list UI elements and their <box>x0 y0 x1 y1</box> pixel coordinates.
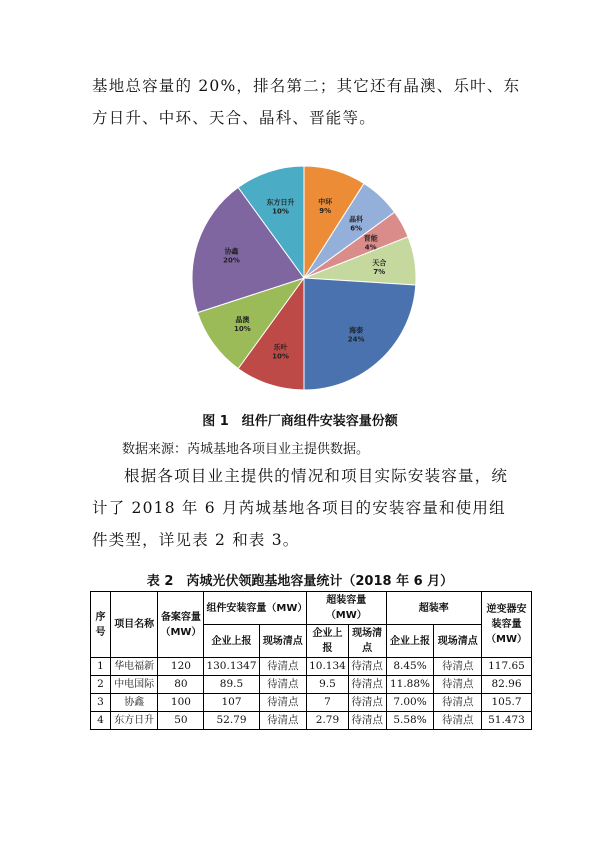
cell-filed: 80 <box>158 676 204 694</box>
slice-label: 东方日升 <box>266 198 295 207</box>
slice-percent: 6% <box>350 224 363 233</box>
slice-percent: 9% <box>319 206 332 215</box>
cell-mod-site: 待清点 <box>259 694 307 712</box>
table-row <box>91 712 532 730</box>
cell-rate-ent: 11.88% <box>386 676 434 694</box>
cell-mod-ent: 130.1347 <box>204 658 259 676</box>
header-seq: 序号 <box>91 592 111 658</box>
cell-mod-site: 待清点 <box>259 658 307 676</box>
cell-rate-ent: 8.45% <box>386 658 434 676</box>
cell-over-ent: 2.79 <box>307 712 349 730</box>
cell-rate-ent: 5.58% <box>386 712 434 730</box>
body-paragraph: 根据各项目业主提供的情况和项目实际安装容量，统计了 2018 年 6 月芮城基地各项目的安装容量和使用组件类型，详见表 2 和表 3。 <box>92 467 509 549</box>
cell-mod-ent: 89.5 <box>204 676 259 694</box>
cell-seq: 1 <box>91 658 111 676</box>
table-row <box>91 676 532 694</box>
slice-label: 协鑫 <box>224 247 239 256</box>
subheader-site: 现场清点 <box>259 625 307 658</box>
slice-label: 晶澳 <box>235 315 250 324</box>
cell-filed: 100 <box>158 694 204 712</box>
cell-over-site: 待清点 <box>348 712 386 730</box>
cell-over-ent: 9.5 <box>307 676 349 694</box>
header-inverter-capacity: 逆变器安装容量（MW） <box>482 592 532 658</box>
header-over-rate: 超装率 <box>386 592 482 625</box>
cell-seq: 4 <box>91 712 111 730</box>
capacity-table <box>90 591 532 730</box>
slice-percent: 24% <box>347 335 365 344</box>
cell-name: 协鑫 <box>110 694 158 712</box>
table-row <box>91 658 532 676</box>
cell-filed: 120 <box>158 658 204 676</box>
cell-mod-site: 待清点 <box>259 676 307 694</box>
slice-label: 天合 <box>372 259 387 268</box>
slice-label: 晶科 <box>349 215 364 224</box>
intro-paragraph: 基地总容量的 20%，排名第二；其它还有晶澳、乐叶、东方日升、中环、天合、晶科、晋能等。 <box>92 77 521 127</box>
cell-rate-site: 待清点 <box>434 694 482 712</box>
header-project-name: 项目名称 <box>110 592 158 658</box>
subheader-enterprise: 企业上报 <box>307 625 349 658</box>
cell-seq: 2 <box>91 676 111 694</box>
slice-percent: 4% <box>364 243 377 252</box>
cell-inverter: 82.96 <box>482 676 532 694</box>
cell-mod-site: 待清点 <box>259 712 307 730</box>
header-filed-capacity: 备案容量（MW） <box>158 592 204 658</box>
slice-percent: 7% <box>373 268 386 277</box>
cell-over-site: 待清点 <box>348 676 386 694</box>
cell-rate-ent: 7.00% <box>386 694 434 712</box>
slice-label: 海泰 <box>349 326 364 335</box>
cell-rate-site: 待清点 <box>434 676 482 694</box>
cell-over-site: 待清点 <box>348 658 386 676</box>
cell-inverter: 105.7 <box>482 694 532 712</box>
cell-over-site: 待清点 <box>348 694 386 712</box>
cell-mod-ent: 107 <box>204 694 259 712</box>
cell-name: 东方日升 <box>110 712 158 730</box>
slice-label: 乐叶 <box>273 343 288 352</box>
cell-filed: 50 <box>158 712 204 730</box>
table-caption: 表 2 芮城光伏领跑基地容量统计（2018 年 6 月） <box>146 574 454 589</box>
cell-over-ent: 10.134 <box>307 658 349 676</box>
cell-name: 中电国际 <box>110 676 158 694</box>
cell-seq: 3 <box>91 694 111 712</box>
slice-percent: 10% <box>234 324 251 333</box>
subheader-enterprise: 企业上报 <box>204 625 259 658</box>
cell-mod-ent: 52.79 <box>204 712 259 730</box>
slice-percent: 10% <box>272 207 289 216</box>
slice-percent: 20% <box>223 256 240 265</box>
slice-label: 中环 <box>318 197 333 206</box>
data-source-note: 数据来源：芮城基地各项目业主提供数据。 <box>122 442 370 457</box>
header-module-capacity: 组件安装容量（MW） <box>204 592 307 625</box>
cell-name: 华电福新 <box>110 658 158 676</box>
slice-percent: 10% <box>272 352 289 361</box>
cell-inverter: 51.473 <box>482 712 532 730</box>
subheader-site: 现场清点 <box>348 625 386 658</box>
cell-rate-site: 待清点 <box>434 658 482 676</box>
cell-over-ent: 7 <box>307 694 349 712</box>
slice-label: 晋能 <box>363 234 378 243</box>
subheader-site: 现场清点 <box>434 625 482 658</box>
figure-caption: 图 1 组件厂商组件安装容量份额 <box>202 414 398 429</box>
table-row <box>91 694 532 712</box>
module-share-pie-chart <box>186 160 422 396</box>
cell-inverter: 117.65 <box>482 658 532 676</box>
header-over-capacity: 超装容量（MW） <box>307 592 386 625</box>
subheader-enterprise: 企业上报 <box>386 625 434 658</box>
cell-rate-site: 待清点 <box>434 712 482 730</box>
